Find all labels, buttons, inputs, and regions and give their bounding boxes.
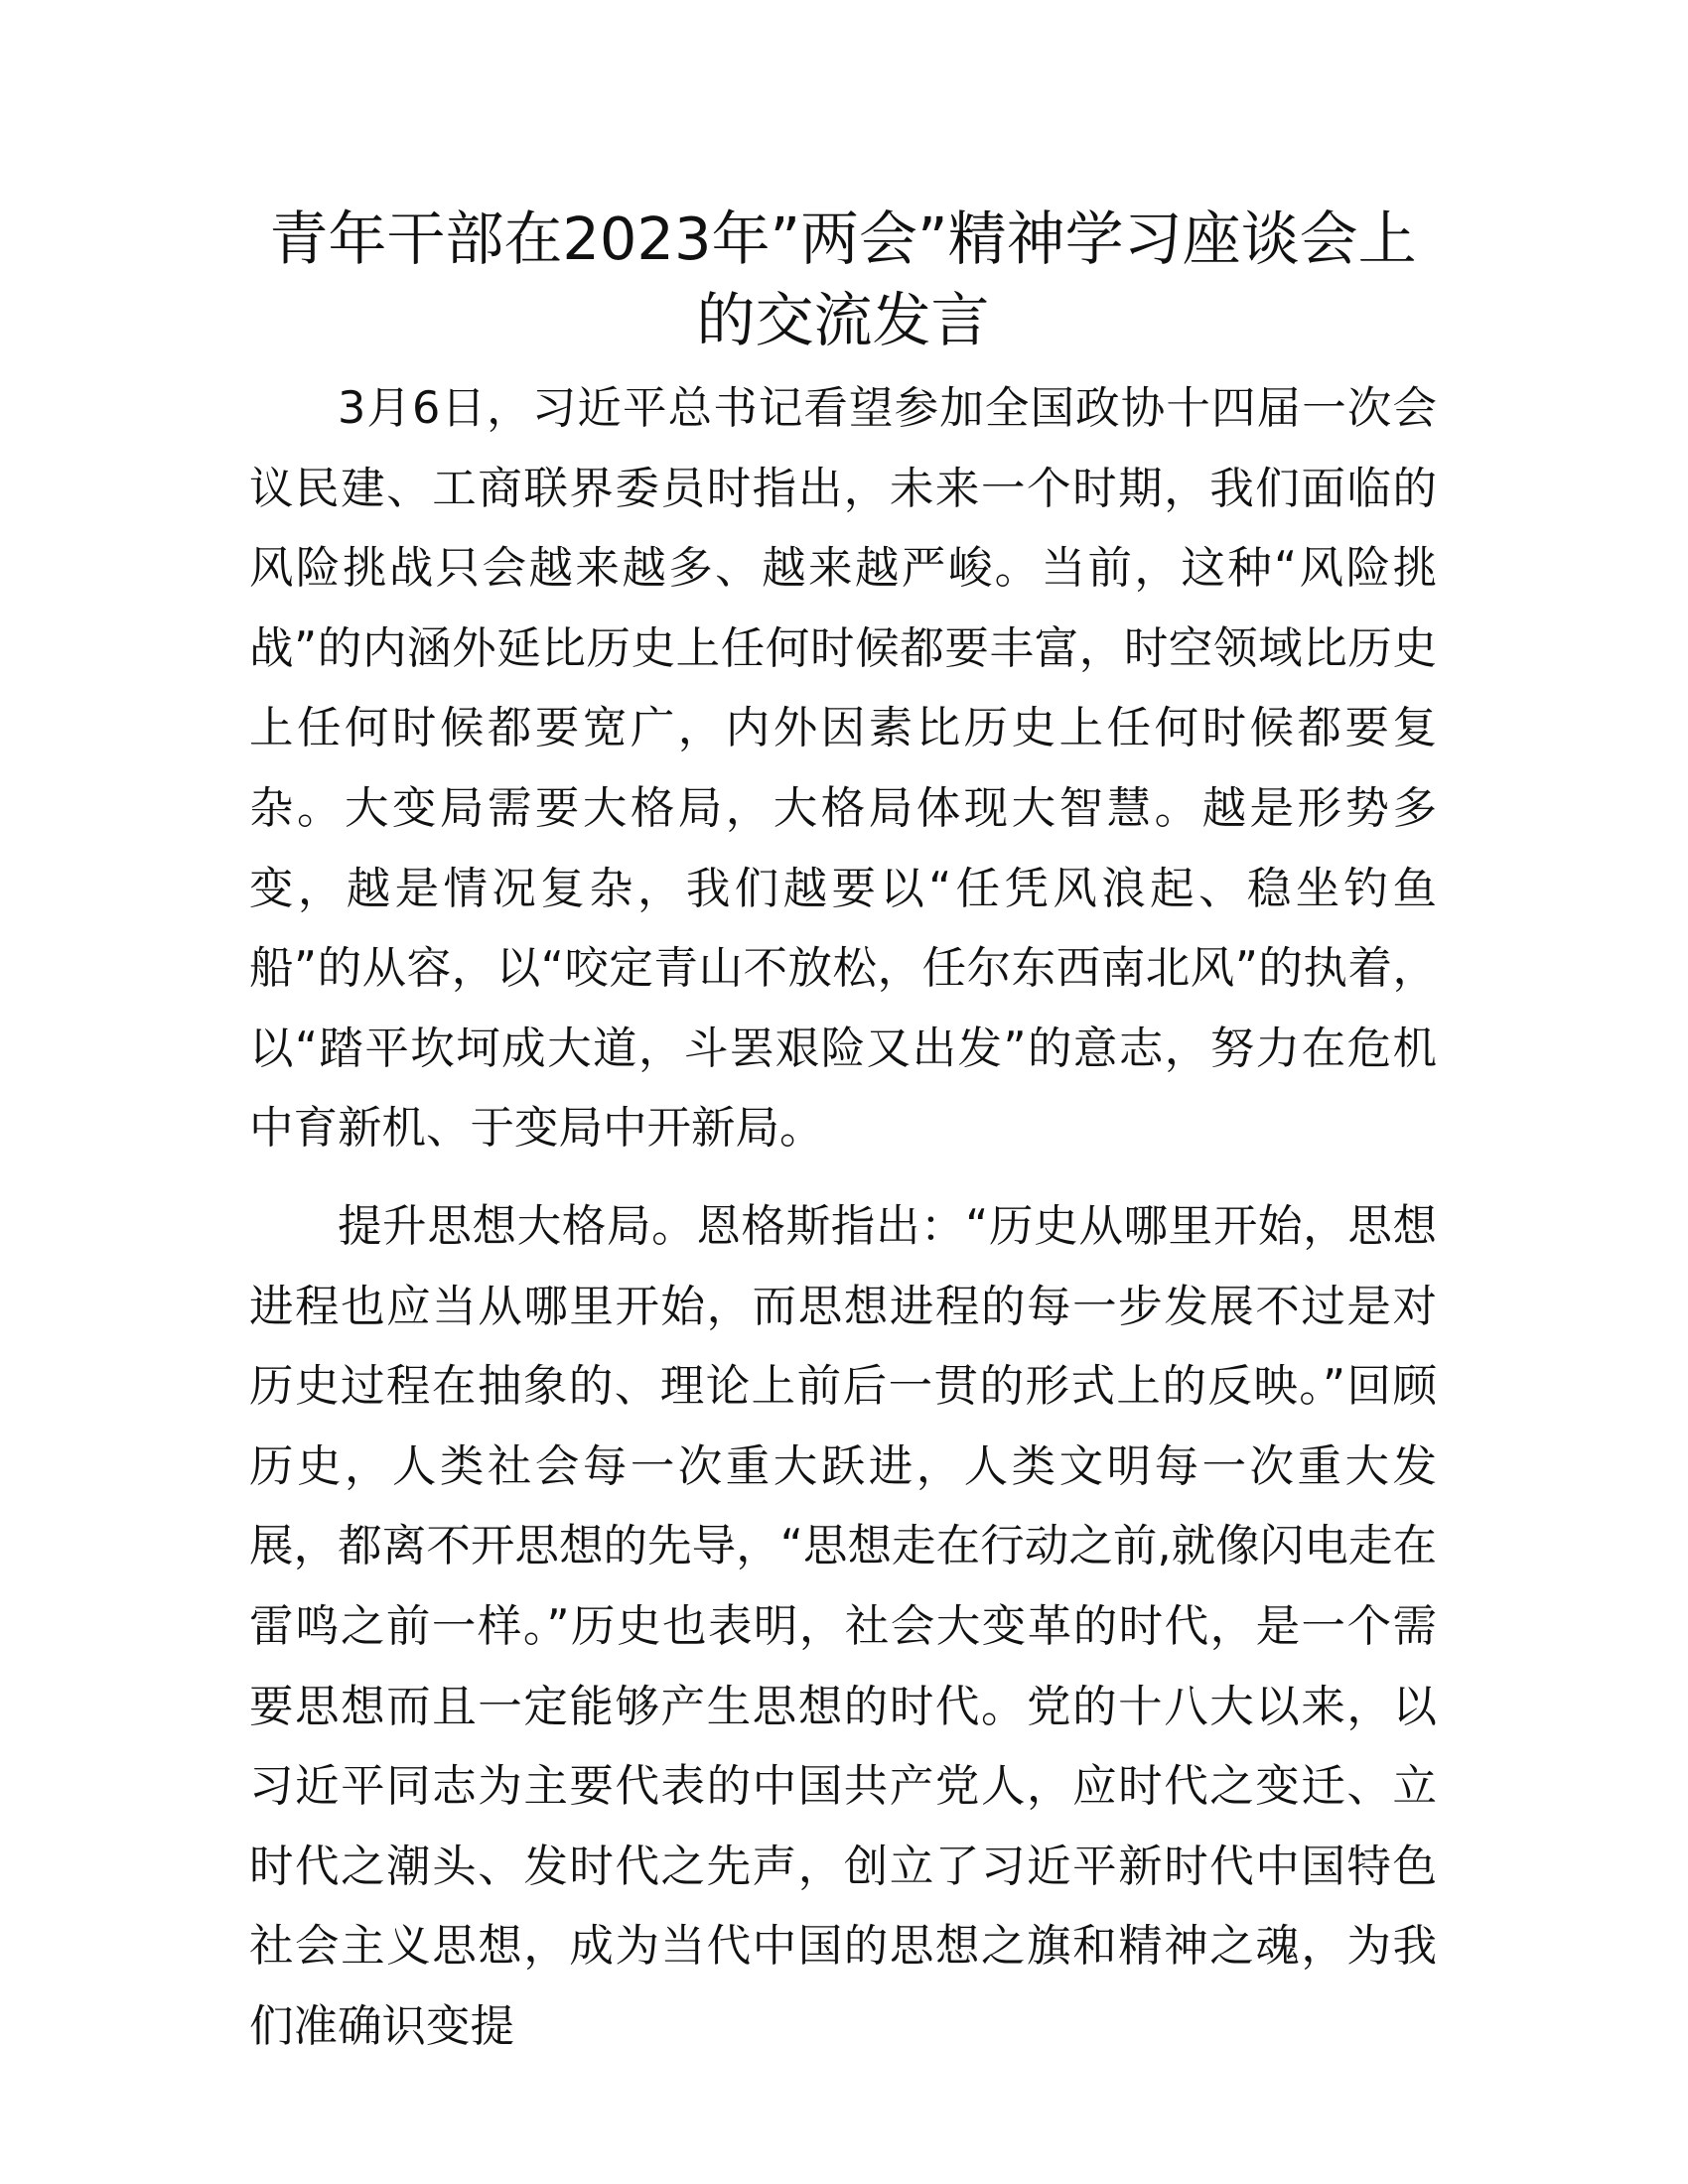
- paragraph-1: 3月6日，习近平总书记看望参加全国政协十四届一次会议民建、工商联界委员时指出，未来一个时期，我们面临的风险挑战只会越来越多、越来越严峻。当前，这种“风险挑战”的内涵外延比历史上任何时候都要丰富，时空领域比历史上任何时候都要宽广，内外因素比历史上任何时候都要复杂。大变局需要大格局，大格局体现大智慧。越是形势多变，越是情况复杂，我们越要以“任凭风浪起、稳坐钓鱼船”的从容，以“咬定青山不放松，任尔东西南北风”的执着，以“踏平坎坷成大道，斗罢艰险又出发”的意志，努力在危机中育新机、于变局中开新局。: [249, 383, 1437, 1155]
- document-title: [249, 199, 1437, 361]
- paragraph-2: 提升思想大格局。恩格斯指出：“历史从哪里开始，思想进程也应当从哪里开始，而思想进程的每一步发展不过是对历史过程在抽象的、理论上前后一贯的形式上的反映。”回顾历史，人类社会每一次重大跃进，人类文明每一次重大发展，都离不开思想的先导，“思想走在行动之前,就像闪电走在雷鸣之前一样。”历史也表明，社会大变革的时代，是一个需要思想而且一定能够产生思想的时代。党的十八大以来，以习近平同志为主要代表的中国共产党人，应时代之变迁、立时代之潮头、发时代之先声，创立了习近平新时代中国特色社会主义思想，成为当代中国的思想之旗和精神之魂，为我们准确识变提: [249, 1200, 1437, 2052]
- title-line-2: 的交流发言: [696, 286, 990, 354]
- title-line-1: 青年干部在2023年”两会”精神学习座谈会上: [269, 205, 1417, 273]
- document-body: [249, 199, 1437, 2067]
